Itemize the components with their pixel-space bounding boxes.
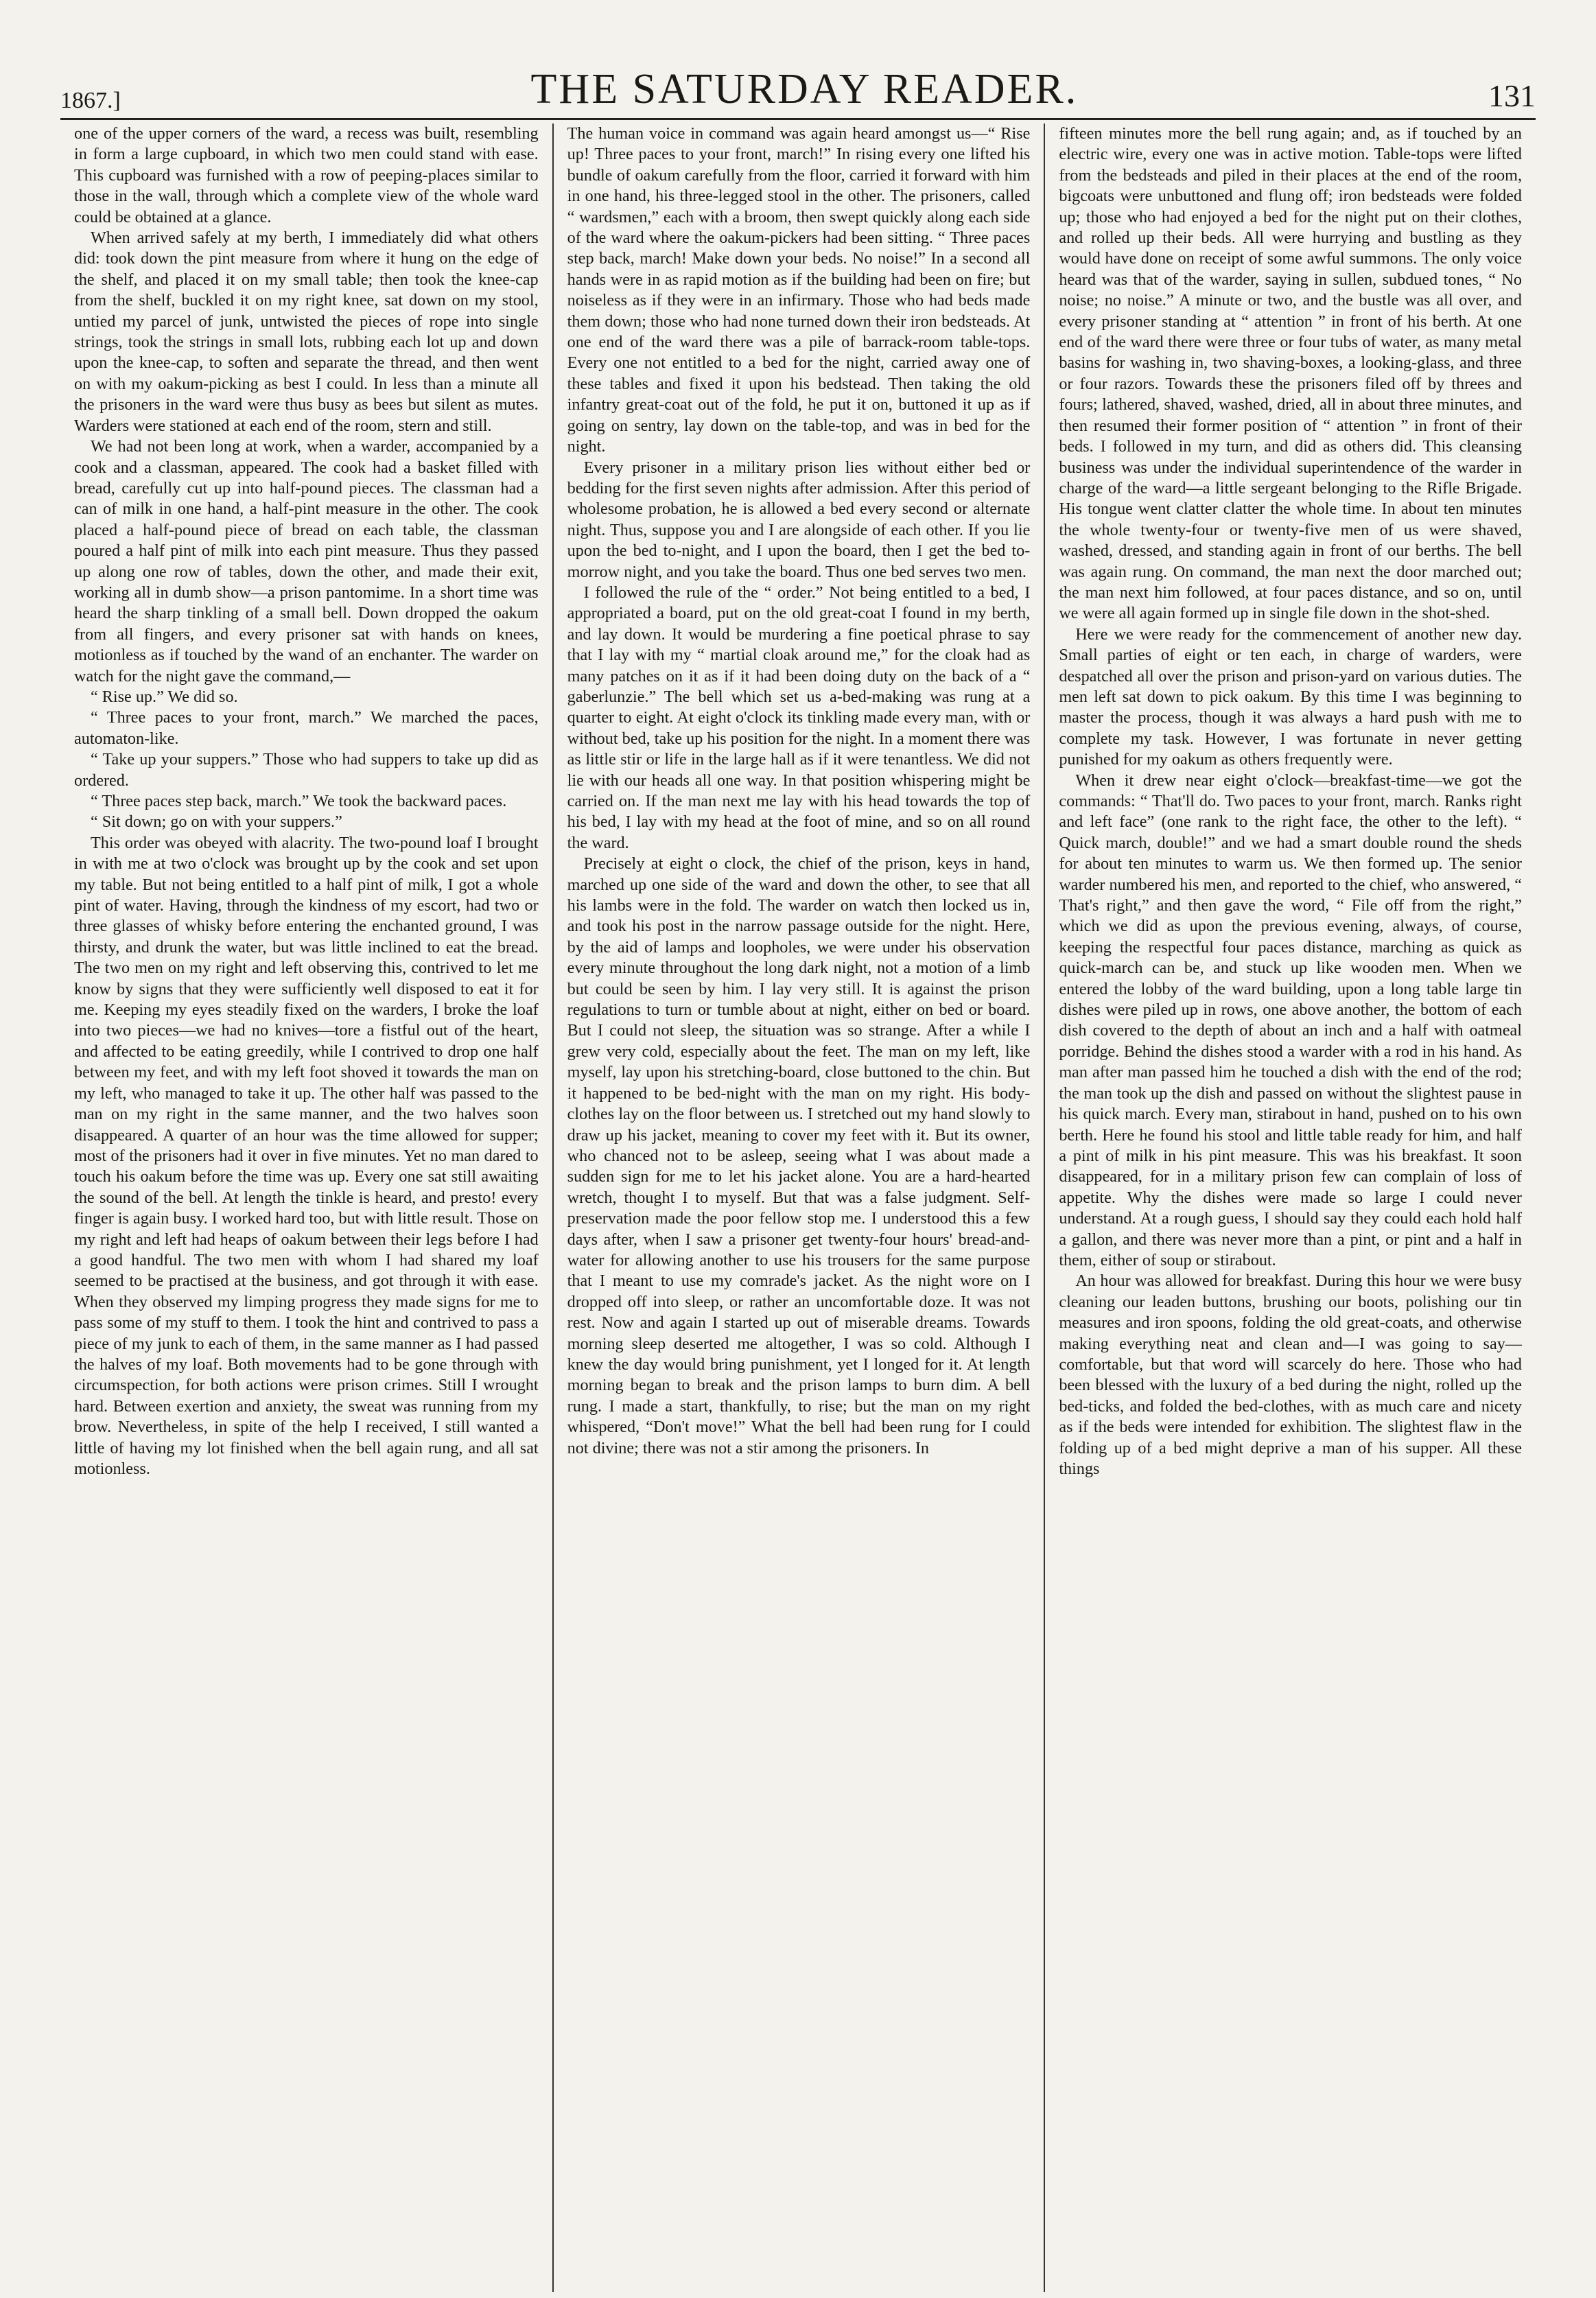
paragraph: We had not been long at work, when a warder, accompanied by a cook and a classman, appeared. The cook had a basket filled with bread, carefully cut up into half-pound pieces. The classman had a can of milk in one hand, a half-pint measure in the other. The cook placed a half-pound piece of bread on each table, the classman poured a half pint of milk into each pint measure. Thus they passed up along one row of tables, down the other, and made their exit, working all in dumb show—a prison pantomime. In a short time was heard the sharp tinkling of a small bell. Down dropped the oakum from all fingers, and every prisoner sat with hands on knees, motionless as if touched by the wand of an enchanter. The warder on watch for the night gave the command,—	[74, 437, 539, 685]
paragraph: An hour was allowed for breakfast. During this hour we were busy cleaning our leaden buttons, brushing our boots, polishing our tin measures and iron spoons, folding the old great-coats, and otherwise making everything neat and clean and—I was going to say—comfortable, but that word will scarcely do here. Those who had been blessed with the luxury of a bed during the night, rolled up the bed-ticks, and folded the bed-clothes, with as much care and nicety as if the beds were intended for exhibition. The slightest flaw in the folding up of a bed might deprive a man of his supper. All these things	[1059, 1271, 1522, 1478]
paragraph: Here we were ready for the commencement of another new day. Small parties of eight or ten each, in charge of warders, were despatched all over the prison and prison-yard on various duties. The men left sat down to pick oakum. By this time I was beginning to master the process, though it was always a hard push with me to complete my task. However, I was fortunate in never getting punished for my oakum as others frequently were.	[1059, 624, 1522, 769]
page-header	[60, 48, 1536, 114]
paragraph: “ Take up your suppers.” Those who had suppers to take up did as ordered.	[74, 750, 539, 790]
masthead-title: THE SATURDAY READER.	[530, 66, 1079, 113]
paragraph: I followed the rule of the “ order.” Not being entitled to a bed, I appropriated a board, put on the old great-coat I found in my berth, and lay down. It would be murdering a fine poetical phrase to say that I lay with my “ martial cloak around me,” for the cloak had as many patches on it as if it had been doing duty on the back of a “ gaberlunzie.” The bell which set us a-bed-making was rung at a quarter to eight. At eight o'clock its tinkling made every man, with or without bed, take up his position for the night. In a moment there was as little stir or life in the large hall as if it were tenantless. We did not lie with our heads all one way. In that position whispering might be carried on. If the man next me lay with his head towards the top of his bed, I lay with my head at the foot of mine, and so on all round the ward.	[567, 583, 1031, 852]
paragraph: The human voice in command was again heard amongst us—“ Rise up! Three paces to your front, march!” In rising every one lifted his bundle of oakum carefully from the floor, carried it forward with him in one hand, his three-legged stool in the other. The prisoners, called “ wardsmen,” each with a broom, then swept quickly along each side of the ward where the oakum-pickers had been sitting. “ Three paces step back, march! Make down your beds. No noise!” In a second all hands were in as rapid motion as if the building had been on fire; but noiseless as if they were in an infirmary. Those who had beds made them down; those who had none turned down their iron bedsteads. At one end of the ward there was a pile of barrack-room table-tops. Every one not entitled to a bed for the night, carried away one of these tables and fixed it upon his bedstead. Then taking the old infantry great-coat out of the fold, he put it on, buttoned it up as if going on sentry, lay down on the table-top, and was in bed for the night.	[567, 124, 1031, 456]
paragraph: Precisely at eight o clock, the chief of the prison, keys in hand, marched up one side of the ward and down the other, to see that all his lambs were in the fold. The warder on watch then locked us in, and took his post in the narrow passage outside for the night. Here, by the aid of lamps and loopholes, we were under his observation every minute throughout the long dark night, not a motion of a limb but could be seen by him. I lay very still. It is against the prison regulations to turn or tumble about at night, either on bed or board. But I could not sleep, the situation was so strange. After a while I grew very cold, especially about the feet. The man on my left, like myself, lay upon his stretching-board, close buttoned to the chin. But it happened to be bed-night with the man on my right. His body-clothes lay on the floor between us. I stretched out my hand slowly to draw up his jacket, meaning to cover my feet with it. But its owner, who chanced not to be asleep, seeing what I was about made a sudden sign for me to let his jacket alone. You are a hard-hearted wretch, thought I to myself. But that was a false judgment. Self-preservation made the poor fellow stop me. I understood this a few days after, when I saw a prisoner get twenty-four hours' bread-and-water for allowing another to use his trousers for the same purpose that I meant to use my comrade's jacket. As the night wore on I dropped off into sleep, or rather an uncomfortable doze. It was not rest. Now and again I started up out of miserable dreams. Towards morning sleep deserted me altogether, I was so cold. Although I knew the day would bring punishment, yet I longed for it. At length morning began to break and the prison lamps to burn dim. A bell rung. I made a start, thankfully, to rise; but the man on my right whispered, “Don't move!” What the bell had been rung for I could not divine; there was not a stir among the prisoners. In	[567, 854, 1031, 1457]
article-columns	[60, 124, 1536, 2292]
paragraph: Every prisoner in a military prison lies without either bed or bedding for the first seven nights after admission. After this period of wholesome probation, he is allowed a bed every second or alternate night. Thus, suppose you and I are alongside of each other. If you lie upon the bed to-night, and I upon the board, then I get the bed to-morrow night, and you take the board. Thus one bed serves two men.	[567, 458, 1031, 581]
paragraph: When it drew near eight o'clock—breakfast-time—we got the commands: “ That'll do. Two paces to your front, march. Ranks right and left face” (one rank to the right face, the other to the left). “ Quick march, double!” and we had a smart double round the sheds for about ten minutes to warm us. We then formed up. The senior warder numbered his men, and reported to the chief, who answered, “ That's right,” and then gave the word, “ File off from the right,” which we did as upon the previous evening, always, of course, keeping the respectful four paces distance, marching as quick as quick-march can be, and stuck up like wooden men. When we entered the lobby of the ward building, upon a long table large tin dishes were piled up in rows, one above another, the bottom of each dish covered to the depth of about an inch and a half with oatmeal porridge. Behind the dishes stood a warder with a rod in his hand. As man after man passed him he touched a dish with the end of the rod; the man took up the dish and passed on without the slightest pause in his quick march. Every man, stirabout in hand, pushed on to his own berth. Here he found his stool and little table ready for him, and half a pint of milk in his pint measure. This was his breakfast. It soon disappeared, for in a military prison few can complain of loss of appetite. Why the dishes were made so large I could never understand. At a rough guess, I should say they could each hold half a gallon, and there was never more than a pint, or pint and a half in them, either of soup or stirabout.	[1059, 771, 1522, 1269]
paragraph: “ Three paces to your front, march.” We marched the paces, automaton-like.	[74, 708, 539, 748]
article-column	[1044, 124, 1536, 2292]
paragraph: “ Three paces step back, march.” We took the backward paces.	[91, 792, 507, 810]
paragraph: one of the upper corners of the ward, a recess was built, resembling in form a large cupboard, in which two men could stand with ease. This cupboard was furnished with a row of peeping-places similar to those in the wall, through which a complete view of the whole ward could be obtained at a glance.	[74, 124, 539, 226]
paragraph: “ Rise up.” We did so.	[91, 687, 238, 706]
paragraph: “ Sit down; go on with your suppers.”	[91, 812, 342, 832]
article-column	[552, 124, 1044, 2292]
article-column	[60, 124, 552, 2292]
paragraph: When arrived safely at my berth, I immediately did what others did: took down the pint measure from where it hung on the edge of the shelf, and placed it on my small table; then took the knee-cap from the shelf, buckled it on my right knee, sat down on my stool, untied my parcel of junk, untwisted the pieces of rope into single strings, took the strings in small lots, rubbing each lot up and down upon the knee-cap, to soften and separate the thread, and then went on with my oakum-picking as best I could. In less than a minute all the prisoners in the ward were thus busy as bees but silent as mutes. Warders were stationed at each end of the room, stern and still.	[74, 228, 539, 435]
paragraph: This order was obeyed with alacrity. The two-pound loaf I brought in with me at two o'clock was brought up by the cook and set upon my table. But not being entitled to a half pint of milk, I got a whole pint of water. Having, through the kindness of my escort, had two or three glasses of whisky before entering the enchanted ground, I was thirsty, and drunk the water, but was little inclined to eat the bread. The two men on my right and left observing this, contrived to let me know by signs that they were sufficiently well disposed to eat it for me. Keeping my eyes steadily fixed on the warders, I broke the loaf into two pieces—we had no knives—tore a fistful out of the heart, and affected to be eating greedily, while I contrived to drop one half between my feet, and with my left foot shoved it towards the man on my left, who managed to take it up. The other half was passed to the man on my right in the same manner, and the two halves soon disappeared. A quarter of an hour was the time allowed for supper; most of the prisoners had it over in five minutes. Yet no man dared to touch his oakum before the time was up. Every one sat still awaiting the sound of the bell. At length the tinkle is heard, and presto! every finger is again busy. I worked hard too, but with little result. Those on my right and left had heaps of oakum between their legs before I had a good handful. The two men with whom I had shared my loaf seemed to be practised at the business, and got through it with ease. When they observed my limping progress they made signs for me to pass some of my stuff to them. I took the hint and contrived to pass a piece of my junk to each of them, in the same manner as I had passed the halves of my loaf. Both movements had to be gone through with circumspection, for both actions were prison crimes. Still I wrought hard. Between exertion and anxiety, the sweat was running from my brow. Nevertheless, in spite of the help I received, I still wanted a little of having my lot finished when the bell again rung, and all sat motionless.	[74, 833, 539, 1478]
paragraph: fifteen minutes more the bell rung again; and, as if touched by an electric wire, every one was in active motion. Table-tops were lifted from the bedsteads and piled in their places at the end of the room, bigcoats were unbuttoned and flung off; iron bedsteads were folded up; those who had enjoyed a bed for the night put on their clothes, and rolled up their beds. All were hurrying and bustling as they would have done on receipt of some awful summons. The only voice heard was that of the warder, saying in sullen, subdued tones, “ No noise; no noise.” A minute or two, and the bustle was all over, and every prisoner standing at “ attention ” in front of his berth. At one end of the ward there were three or four tubs of water, as many metal basins for washing in, two shaving-boxes, a looking-glass, and three or four razors. Towards these the prisoners filed off by threes and fours; lathered, shaved, washed, dried, all in about three minutes, and then resumed their former position of “ attention ” in front of their beds. I followed in my turn, and did as others did. This cleansing business was under the individual superintendence of the warder in charge of the ward—a little sergeant belonging to the Rifle Brigade. His tongue went clatter clatter the whole time. In about ten minutes the whole twenty-four or twenty-five men of us were shaved, washed, dressed, and standing again in front of our berths. The bell was again rung. On command, the man next the door marched out; the man next him followed, at four paces distance, and so on, until we were all again formed up in single file down in the shot-shed.	[1059, 124, 1522, 623]
header-year: 1867.]	[60, 88, 121, 113]
header-rule	[60, 118, 1536, 120]
page-number: 131	[1488, 78, 1536, 113]
